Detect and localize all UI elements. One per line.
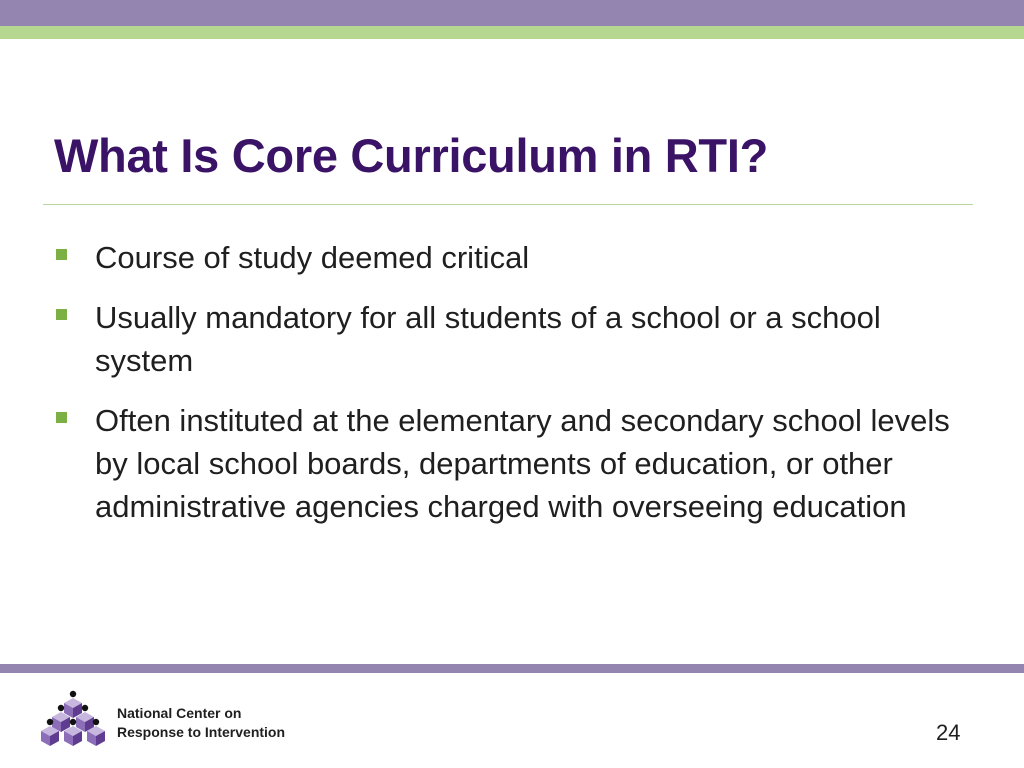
slide-title: What Is Core Curriculum in RTI? (54, 129, 769, 182)
footer-purple-band (0, 664, 1024, 673)
organization-name (117, 704, 285, 742)
bullet-list (56, 236, 956, 545)
top-green-band (0, 26, 1024, 39)
square-bullet-icon (56, 309, 67, 320)
stacked-cubes-logo-icon (40, 690, 106, 752)
bullet-item (56, 236, 956, 279)
bullet-item (56, 399, 956, 528)
title-divider (43, 204, 973, 205)
org-name-line1: National Center on (117, 705, 242, 721)
top-purple-band (0, 0, 1024, 26)
org-name-line2: Response to Intervention (117, 724, 286, 740)
bullet-text: Often instituted at the elementary and secondary school levels by local school boards, departments of education, or other administrative agencies charged with overseeing education (95, 403, 950, 524)
page-number: 24 (936, 720, 961, 745)
bullet-text: Usually mandatory for all students of a school or a school system (95, 300, 881, 378)
square-bullet-icon (56, 412, 67, 423)
bullet-text: Course of study deemed critical (95, 240, 530, 275)
square-bullet-icon (56, 249, 67, 260)
bullet-item (56, 296, 956, 382)
